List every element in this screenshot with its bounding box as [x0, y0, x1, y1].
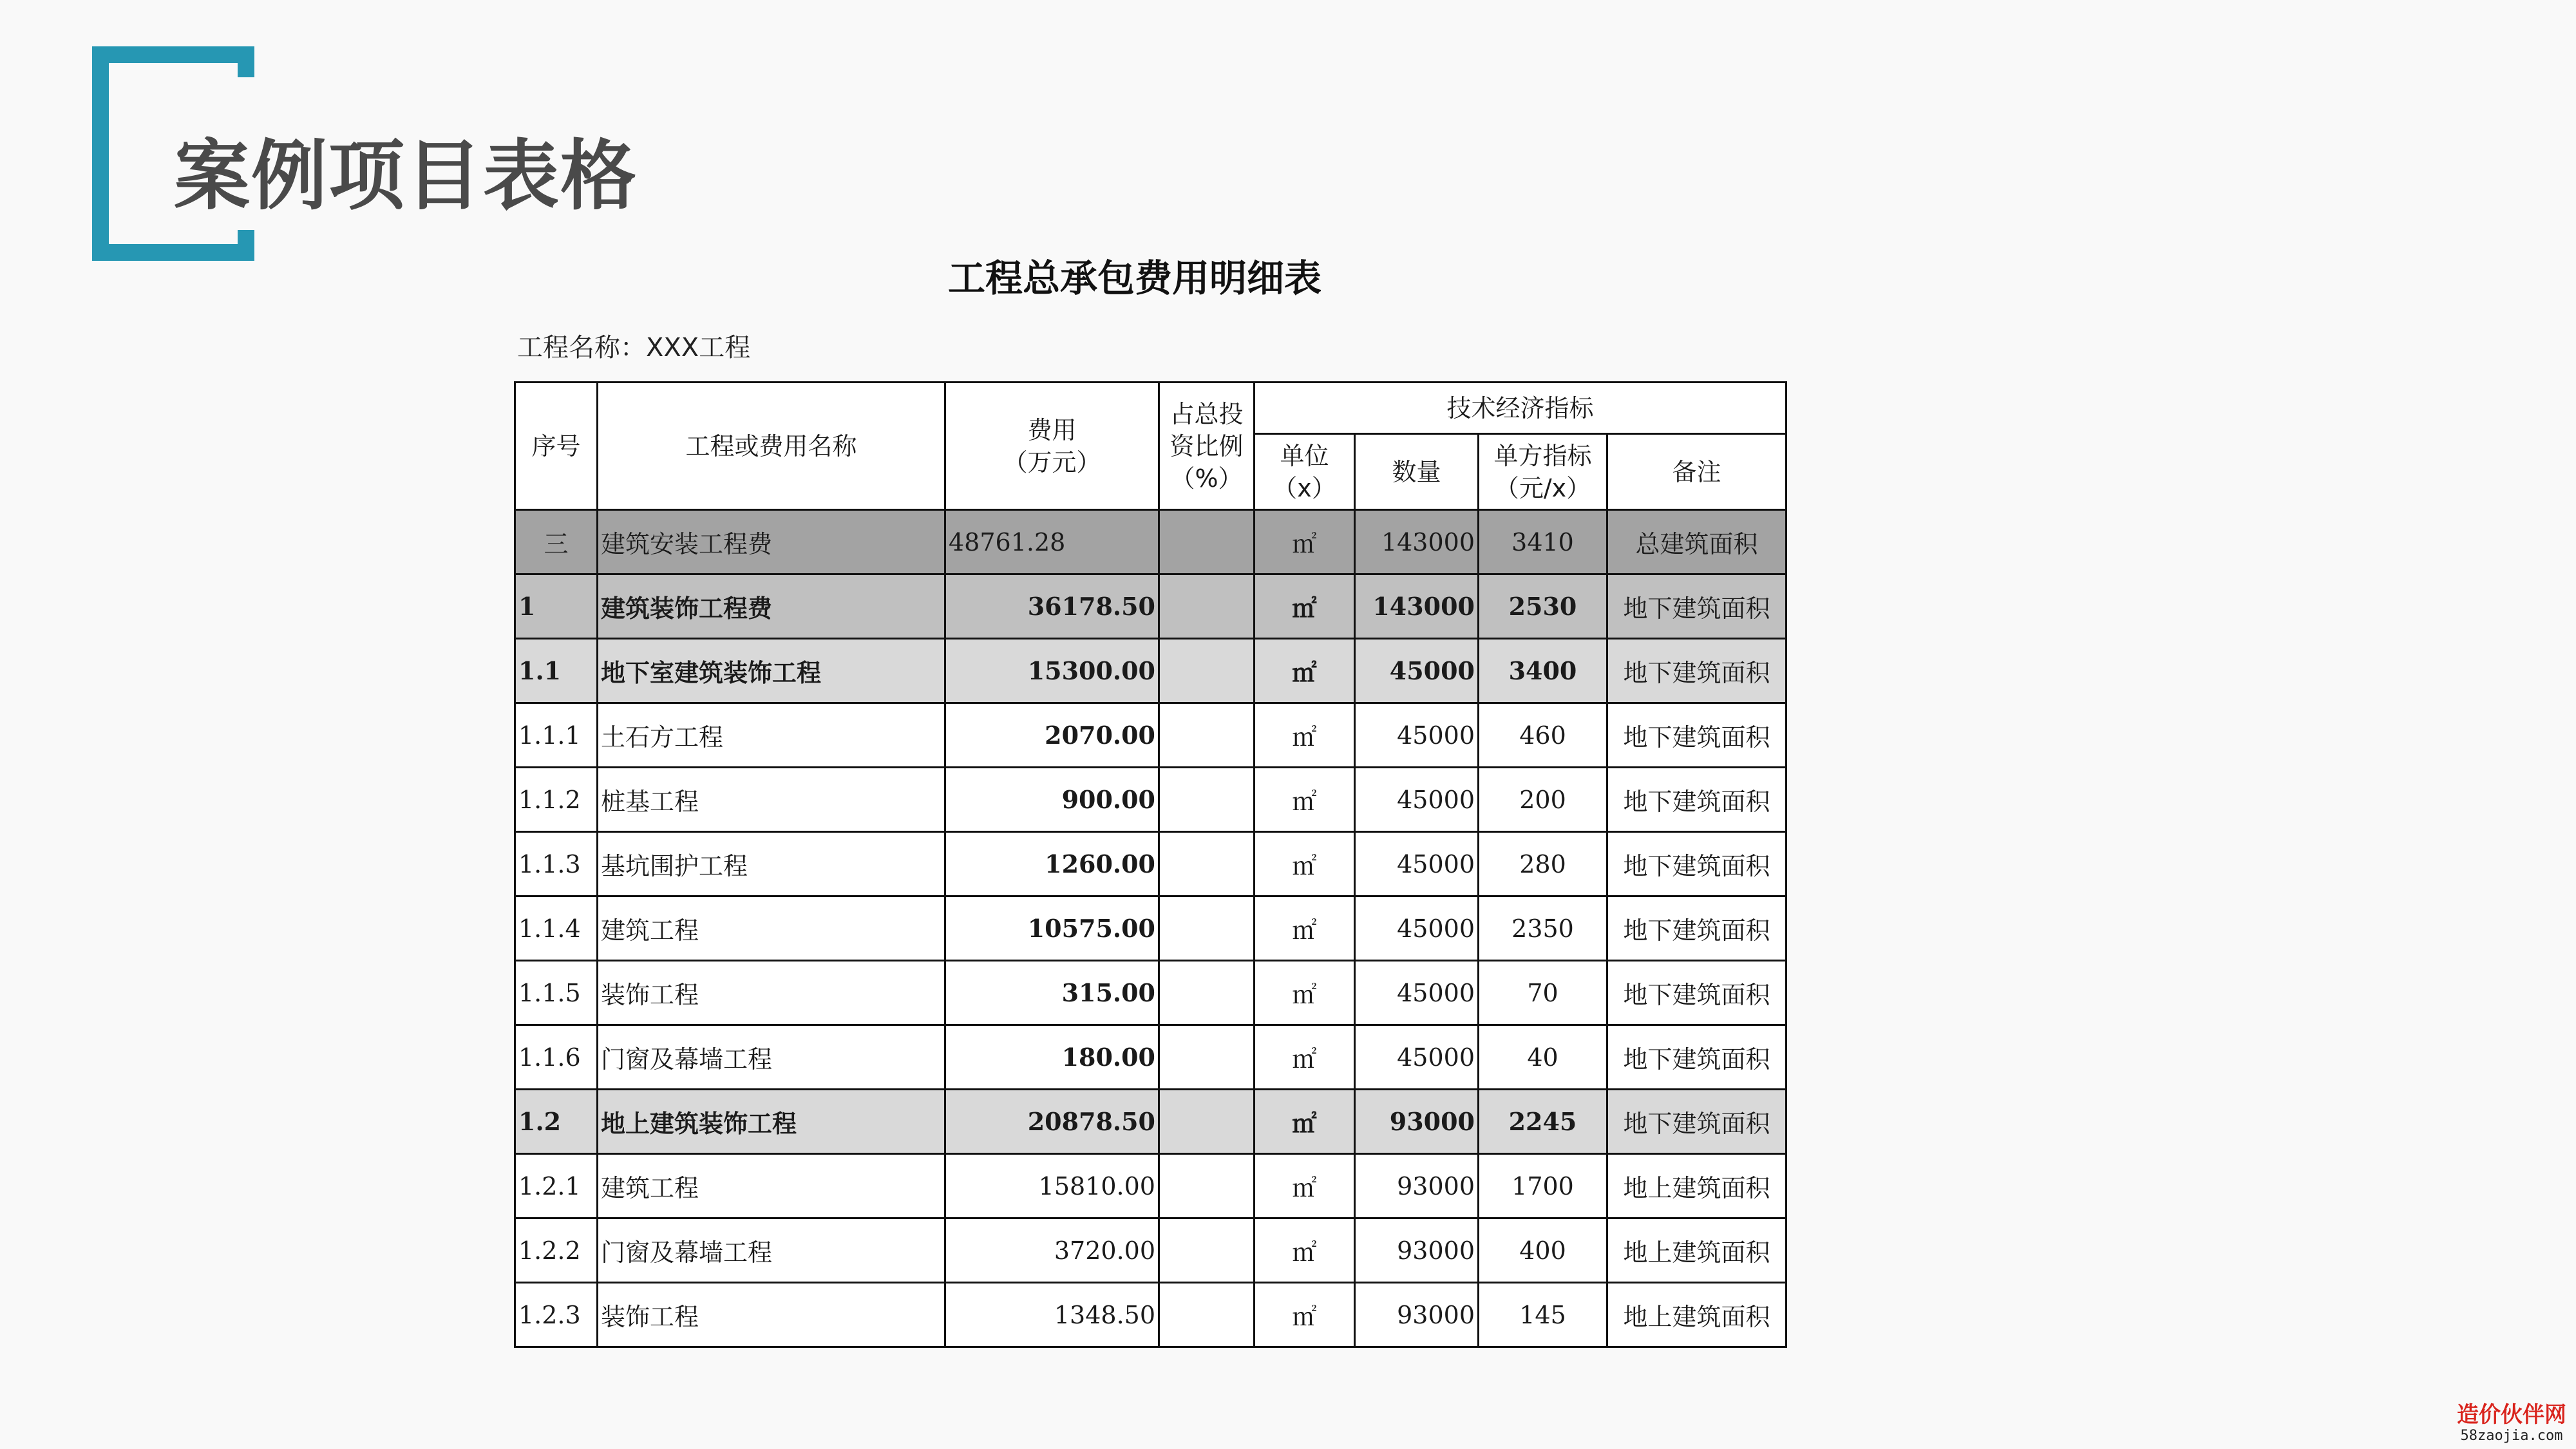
cell-unit: ㎡ [1255, 768, 1355, 832]
cell-index: 1.2.3 [515, 1283, 598, 1347]
bracket-notch-bottom [238, 230, 254, 261]
cell-ratio [1159, 574, 1255, 639]
cell-cost: 48761.28 [945, 510, 1159, 574]
cell-note: 地下建筑面积 [1607, 768, 1786, 832]
cell-unit-index: 280 [1479, 832, 1607, 896]
cell-note: 地下建筑面积 [1607, 832, 1786, 896]
cell-name: 基坑围护工程 [598, 832, 945, 896]
cell-index: 1.1.1 [515, 703, 598, 768]
cell-unit: ㎡ [1255, 1154, 1355, 1218]
cell-unit: ㎡ [1255, 1090, 1355, 1154]
cell-ratio [1159, 703, 1255, 768]
table-row [515, 832, 1786, 896]
cell-unit-index: 2245 [1479, 1090, 1607, 1154]
cell-qty: 45000 [1355, 639, 1479, 703]
cell-unit: ㎡ [1255, 1025, 1355, 1090]
cell-note: 地上建筑面积 [1607, 1218, 1786, 1283]
cell-cost: 315.00 [945, 961, 1159, 1025]
cell-unit-index: 200 [1479, 768, 1607, 832]
cell-unit-index: 145 [1479, 1283, 1607, 1347]
header-tech-group: 技术经济指标 [1255, 383, 1786, 434]
table-row [515, 1025, 1786, 1090]
cell-ratio [1159, 832, 1255, 896]
cell-index: 1.1 [515, 639, 598, 703]
cell-name: 装饰工程 [598, 961, 945, 1025]
cell-index: 1.1.4 [515, 896, 598, 961]
cell-qty: 45000 [1355, 1025, 1479, 1090]
cell-unit: ㎡ [1255, 703, 1355, 768]
cell-ratio [1159, 1283, 1255, 1347]
cell-index: 三 [515, 510, 598, 574]
table-row [515, 703, 1786, 768]
cell-qty: 143000 [1355, 510, 1479, 574]
table-row [515, 1283, 1786, 1347]
cell-unit-index: 2350 [1479, 896, 1607, 961]
cell-name: 地下室建筑装饰工程 [598, 639, 945, 703]
bracket-notch-top [238, 46, 254, 77]
cost-detail-table [514, 381, 1787, 1348]
cell-name: 建筑装饰工程费 [598, 574, 945, 639]
watermark-logo [2454, 1403, 2570, 1445]
header-cost-line2: （万元） [1003, 448, 1101, 477]
cell-index: 1.1.2 [515, 768, 598, 832]
cell-qty: 45000 [1355, 703, 1479, 768]
cell-unit: ㎡ [1255, 896, 1355, 961]
cell-ratio [1159, 961, 1255, 1025]
table-row [515, 1154, 1786, 1218]
header-ratio-line1: 占总投 [1170, 399, 1244, 428]
cell-cost: 900.00 [945, 768, 1159, 832]
header-ratio [1159, 383, 1255, 510]
cell-cost: 180.00 [945, 1025, 1159, 1090]
table-title: 工程总承包费用明细表 [948, 256, 1322, 300]
cell-name: 建筑工程 [598, 1154, 945, 1218]
header-name: 工程或费用名称 [598, 383, 945, 510]
cell-name: 门窗及幕墙工程 [598, 1025, 945, 1090]
cell-unit: ㎡ [1255, 1283, 1355, 1347]
cell-cost: 36178.50 [945, 574, 1159, 639]
header-unit [1255, 434, 1355, 510]
cell-cost: 2070.00 [945, 703, 1159, 768]
header-ratio-line2: 资比例 [1170, 431, 1244, 460]
cell-name: 门窗及幕墙工程 [598, 1218, 945, 1283]
cell-ratio [1159, 1154, 1255, 1218]
cell-ratio [1159, 639, 1255, 703]
cell-index: 1.2 [515, 1090, 598, 1154]
cell-note: 地下建筑面积 [1607, 703, 1786, 768]
cell-cost: 3720.00 [945, 1218, 1159, 1283]
cell-unit: ㎡ [1255, 1218, 1355, 1283]
cell-note: 地下建筑面积 [1607, 961, 1786, 1025]
header-index: 序号 [515, 383, 598, 510]
cell-name: 建筑安装工程费 [598, 510, 945, 574]
header-qty: 数量 [1355, 434, 1479, 510]
watermark-url: 58zaojia.com [2460, 1428, 2563, 1444]
cell-ratio [1159, 1090, 1255, 1154]
cell-unit-index: 3400 [1479, 639, 1607, 703]
cell-index: 1.1.5 [515, 961, 598, 1025]
cell-qty: 143000 [1355, 574, 1479, 639]
cell-index: 1.2.2 [515, 1218, 598, 1283]
header-unit-index [1479, 434, 1607, 510]
cell-unit: ㎡ [1255, 639, 1355, 703]
cell-name: 地上建筑装饰工程 [598, 1090, 945, 1154]
cell-note: 地上建筑面积 [1607, 1283, 1786, 1347]
cell-index: 1.2.1 [515, 1154, 598, 1218]
cell-qty: 45000 [1355, 832, 1479, 896]
cell-ratio [1159, 510, 1255, 574]
cell-name: 土石方工程 [598, 703, 945, 768]
header-unit-line1: 单位 [1280, 441, 1329, 470]
cell-ratio [1159, 768, 1255, 832]
cell-unit: ㎡ [1255, 832, 1355, 896]
cell-qty: 45000 [1355, 896, 1479, 961]
header-cost-line1: 费用 [1027, 415, 1077, 444]
cell-index: 1.1.3 [515, 832, 598, 896]
table-row [515, 510, 1786, 574]
cell-unit-index: 40 [1479, 1025, 1607, 1090]
table-row [515, 1218, 1786, 1283]
cell-cost: 20878.50 [945, 1090, 1159, 1154]
table-header [515, 383, 1786, 510]
cell-unit-index: 2530 [1479, 574, 1607, 639]
cell-unit-index: 70 [1479, 961, 1607, 1025]
cell-unit: ㎡ [1255, 574, 1355, 639]
cell-unit-index: 1700 [1479, 1154, 1607, 1218]
cell-cost: 1348.50 [945, 1283, 1159, 1347]
cell-note: 地下建筑面积 [1607, 639, 1786, 703]
cell-unit-index: 3410 [1479, 510, 1607, 574]
header-unit-line2: （x） [1273, 473, 1336, 502]
cell-index: 1.1.6 [515, 1025, 598, 1090]
table-row [515, 639, 1786, 703]
cell-qty: 93000 [1355, 1218, 1479, 1283]
cell-note: 总建筑面积 [1607, 510, 1786, 574]
project-name: 工程名称：XXX工程 [517, 333, 751, 363]
cell-qty: 93000 [1355, 1090, 1479, 1154]
cell-cost: 1260.00 [945, 832, 1159, 896]
cell-cost: 15810.00 [945, 1154, 1159, 1218]
cell-name: 装饰工程 [598, 1283, 945, 1347]
table-row [515, 896, 1786, 961]
cell-qty: 45000 [1355, 768, 1479, 832]
cell-qty: 93000 [1355, 1283, 1479, 1347]
header-cost [945, 383, 1159, 510]
watermark-title: 造价伙伴网 [2457, 1402, 2566, 1428]
table-body [515, 510, 1786, 1347]
cell-unit: ㎡ [1255, 961, 1355, 1025]
cell-note: 地下建筑面积 [1607, 896, 1786, 961]
slide-title: 案例项目表格 [174, 131, 638, 220]
cell-note: 地上建筑面积 [1607, 1154, 1786, 1218]
cell-qty: 93000 [1355, 1154, 1479, 1218]
cell-ratio [1159, 1218, 1255, 1283]
table-row [515, 768, 1786, 832]
cell-qty: 45000 [1355, 961, 1479, 1025]
cell-unit-index: 460 [1479, 703, 1607, 768]
cell-index: 1 [515, 574, 598, 639]
cell-unit-index: 400 [1479, 1218, 1607, 1283]
cell-name: 桩基工程 [598, 768, 945, 832]
cell-note: 地下建筑面积 [1607, 1090, 1786, 1154]
table-row [515, 1090, 1786, 1154]
table-row [515, 961, 1786, 1025]
cell-ratio [1159, 896, 1255, 961]
header-unit-index-line1: 单方指标 [1493, 441, 1592, 470]
cell-name: 建筑工程 [598, 896, 945, 961]
cell-cost: 10575.00 [945, 896, 1159, 961]
cell-ratio [1159, 1025, 1255, 1090]
table-row [515, 574, 1786, 639]
cell-note: 地下建筑面积 [1607, 574, 1786, 639]
cell-cost: 15300.00 [945, 639, 1159, 703]
cell-note: 地下建筑面积 [1607, 1025, 1786, 1090]
header-ratio-line3: （%） [1170, 464, 1243, 493]
cell-unit: ㎡ [1255, 510, 1355, 574]
header-unit-index-line2: （元/x） [1494, 473, 1591, 502]
header-note: 备注 [1607, 434, 1786, 510]
